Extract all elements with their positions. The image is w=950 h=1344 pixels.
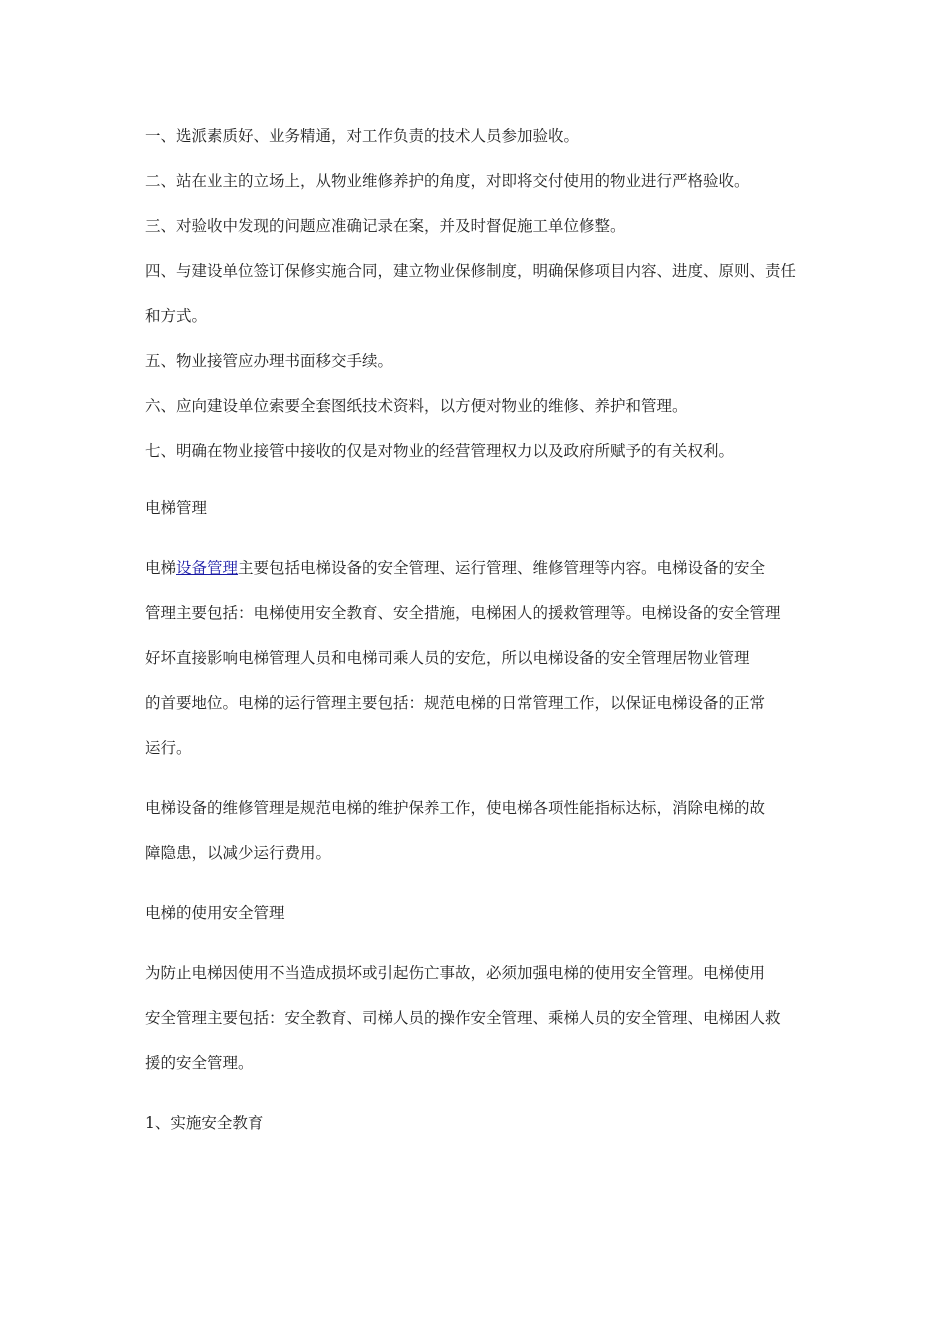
list-item: 五、物业接管应办理书面移交手续。 bbox=[145, 352, 394, 370]
list-item: 二、站在业主的立场上，从物业维修养护的角度，对即将交付使用的物业进行严格验收。 bbox=[145, 172, 750, 190]
section-heading-elevator: 电梯管理 bbox=[145, 499, 208, 517]
list-item: 四、与建设单位签订保修实施合同，建立物业保修制度，明确保修项目内容、进度、原则、责任 bbox=[145, 262, 797, 280]
list-item: 三、对验收中发现的问题应准确记录在案，并及时督促施工单位修整。 bbox=[145, 217, 626, 235]
subsection-heading-safety-education: 1、实施安全教育 bbox=[145, 1114, 264, 1132]
paragraph-line: 电梯设备的维修管理是规范电梯的维护保养工作，使电梯各项性能指标达标，消除电梯的故 bbox=[145, 799, 766, 817]
list-item: 一、选派素质好、业务精通，对工作负责的技术人员参加验收。 bbox=[145, 127, 580, 145]
paragraph-line: 管理主要包括：电梯使用安全教育、安全措施，电梯困人的援救管理等。电梯设备的安全管理 bbox=[145, 604, 781, 622]
paragraph-text: 主要包括电梯设备的安全管理、运行管理、维修管理等内容。电梯设备的安全 bbox=[238, 559, 766, 577]
equipment-management-link[interactable]: 设备管理 bbox=[176, 559, 239, 577]
list-item: 七、明确在物业接管中接收的仅是对物业的经营管理权力以及政府所赋予的有关权利。 bbox=[145, 442, 735, 460]
list-item: 六、应向建设单位索要全套图纸技术资料，以方便对物业的维修、养护和管理。 bbox=[145, 397, 688, 415]
list-item-continuation: 和方式。 bbox=[145, 307, 208, 325]
paragraph-line: 障隐患，以减少运行费用。 bbox=[145, 844, 332, 862]
paragraph-line bbox=[145, 557, 810, 579]
paragraph-line: 好坏直接影响电梯管理人员和电梯司乘人员的安危，所以电梯设备的安全管理居物业管理 bbox=[145, 649, 750, 667]
paragraph-line: 援的安全管理。 bbox=[145, 1054, 254, 1072]
paragraph-line: 的首要地位。电梯的运行管理主要包括：规范电梯的日常管理工作，以保证电梯设备的正常 bbox=[145, 694, 766, 712]
paragraph-line: 安全管理主要包括：安全教育、司梯人员的操作安全管理、乘梯人员的安全管理、电梯困人救 bbox=[145, 1009, 781, 1027]
paragraph-line: 运行。 bbox=[145, 739, 192, 757]
paragraph-line: 为防止电梯因使用不当造成损坏或引起伤亡事故，必须加强电梯的使用安全管理。电梯使用 bbox=[145, 964, 766, 982]
paragraph-text: 电梯 bbox=[145, 559, 177, 577]
section-heading-usage-safety: 电梯的使用安全管理 bbox=[145, 904, 285, 922]
